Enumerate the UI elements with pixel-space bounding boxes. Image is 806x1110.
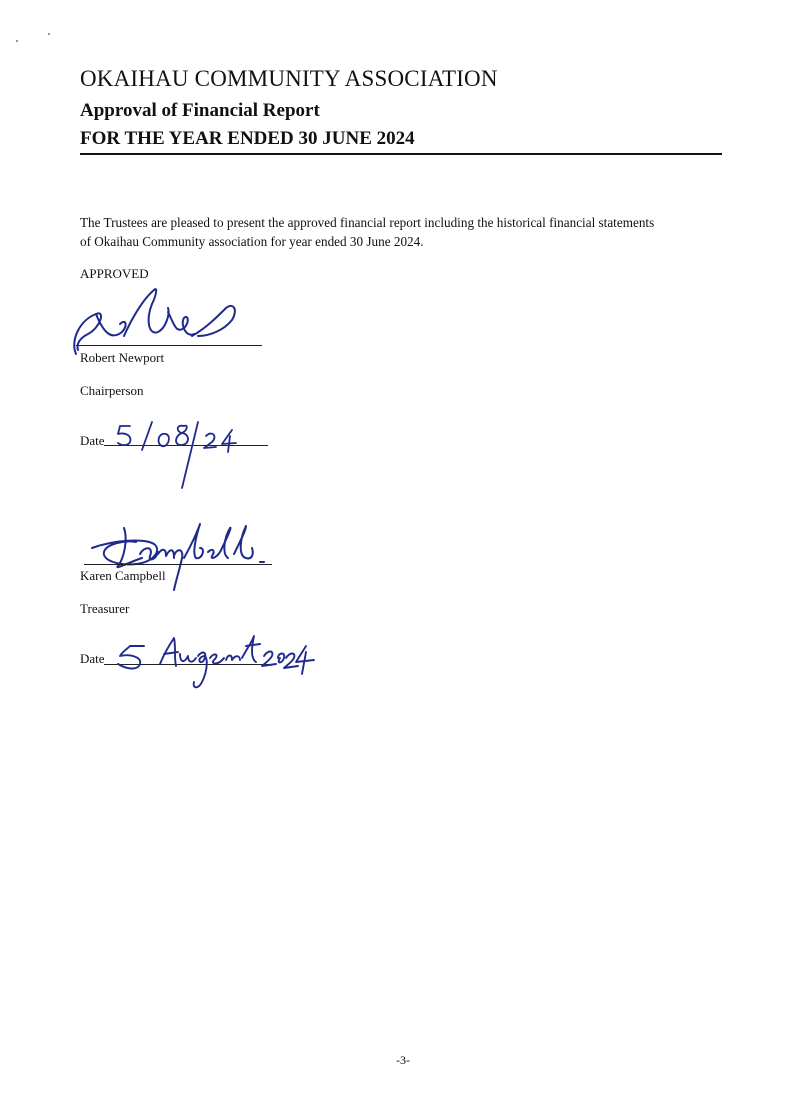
signature-line (76, 345, 262, 346)
signatory-role: Treasurer (80, 601, 130, 616)
report-period: FOR THE YEAR ENDED 30 JUNE 2024 (80, 128, 415, 149)
intro-line: The Trustees are pleased to present the approved financial report including the historical financial statements (80, 215, 655, 230)
report-title: Approval of Financial Report (80, 100, 320, 121)
chairperson-signature (66, 278, 246, 360)
signatory-name: Karen Campbell (80, 568, 166, 583)
scan-speck (16, 40, 18, 42)
scan-speck (48, 33, 50, 35)
organisation-name: OKAIHAU COMMUNITY ASSOCIATION (80, 66, 498, 91)
chairperson-handwritten-date (108, 416, 248, 490)
signatory-name: Robert Newport (80, 350, 165, 365)
intro-paragraph (80, 213, 725, 251)
date-label: Date (80, 651, 105, 666)
page-number: -3- (396, 1053, 410, 1067)
treasurer-handwritten-date (114, 630, 318, 698)
signature-line (84, 564, 272, 565)
intro-line: of Okaihau Community association for year ended 30 June 2024. (80, 234, 424, 249)
date-label: Date (80, 433, 105, 448)
approved-label: APPROVED (80, 266, 149, 281)
signatory-role: Chairperson (80, 383, 144, 398)
header-divider (80, 153, 722, 155)
